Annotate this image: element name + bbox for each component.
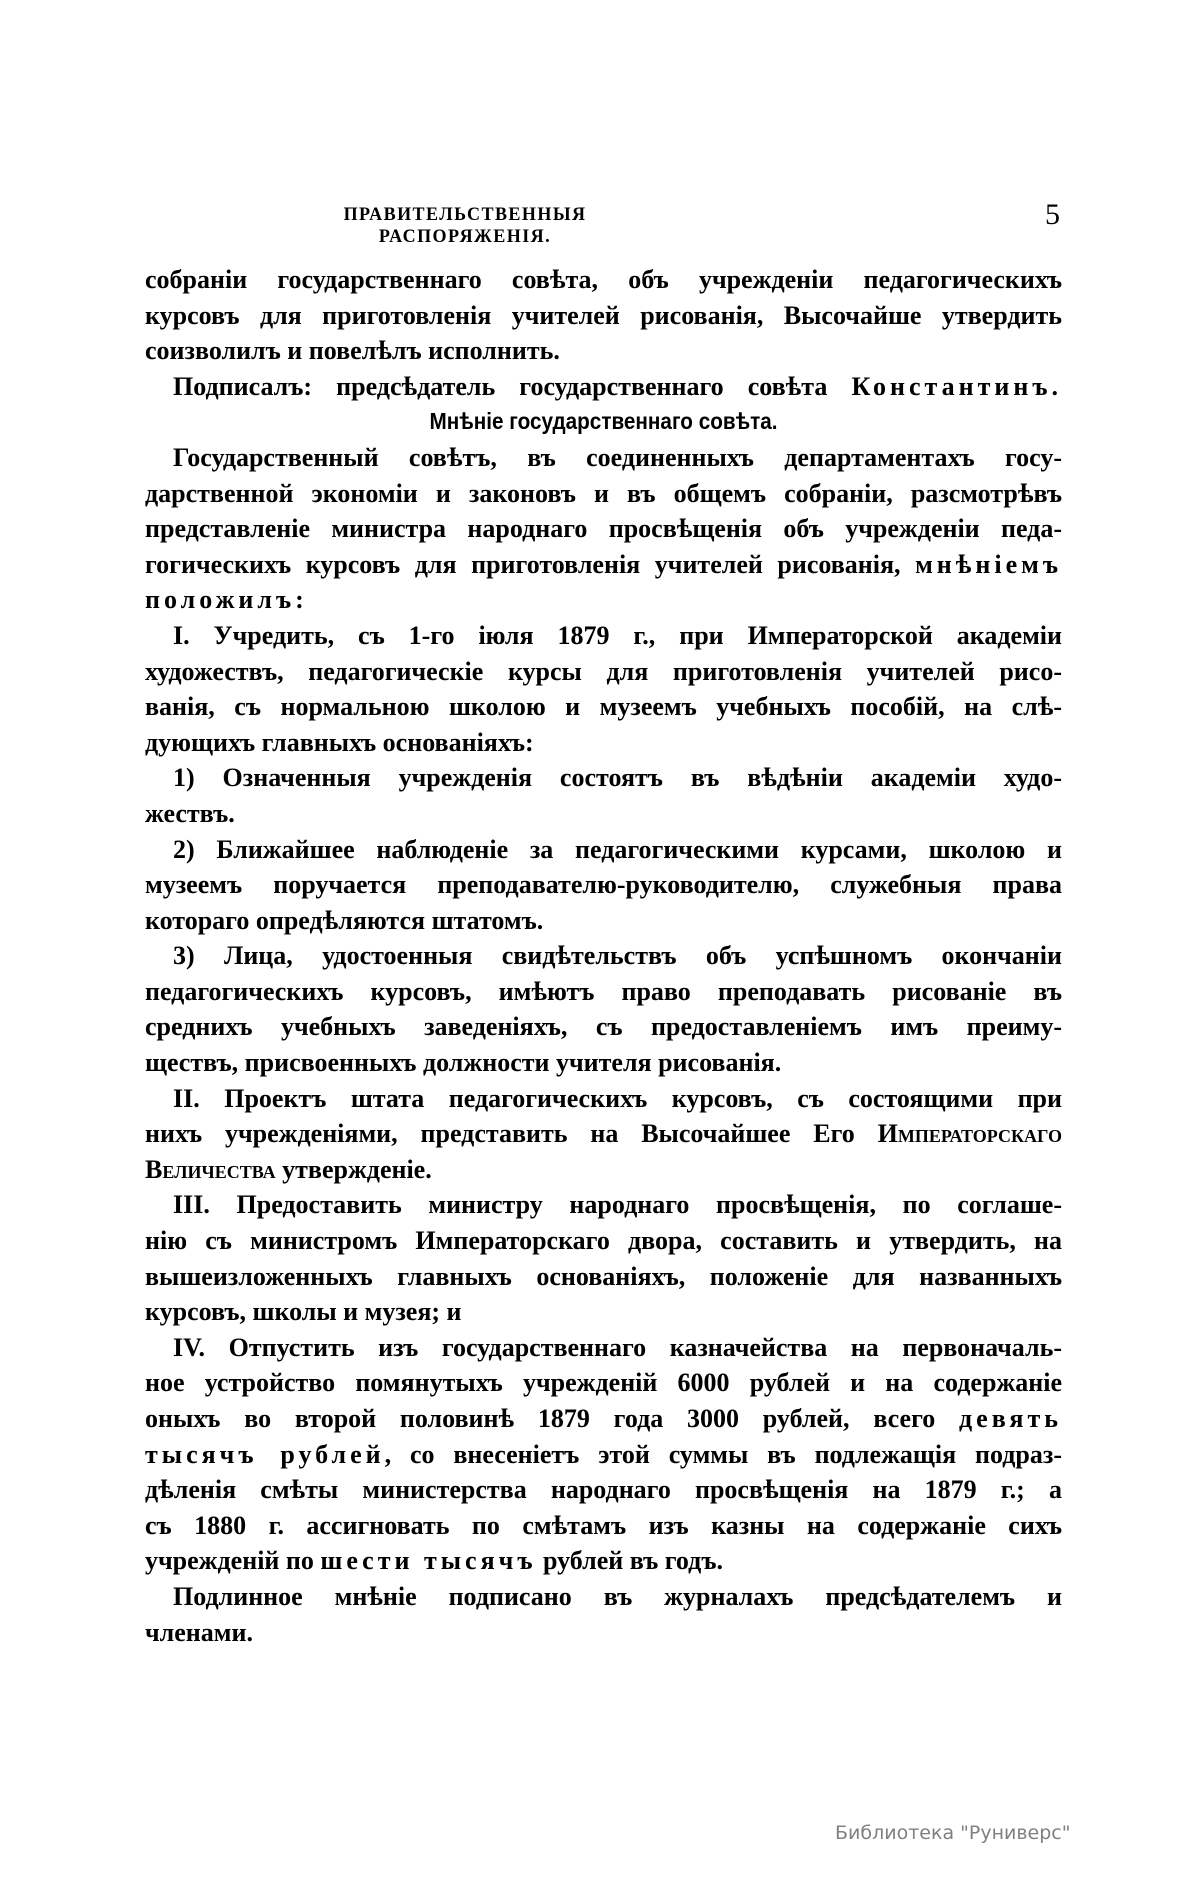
spaced-text: Константинъ. bbox=[851, 371, 1062, 401]
text-segment: III. Предоставить министру народнаго просвѣщенiя, по соглаше- bbox=[173, 1190, 1062, 1220]
text-line bbox=[145, 867, 1062, 903]
text-line bbox=[145, 1365, 1062, 1401]
text-segment: дѣленiя смѣты министерства народнаго просвѣщенiя на 1879 г.; а bbox=[145, 1475, 1062, 1505]
document-body bbox=[145, 262, 1062, 1650]
text-line bbox=[145, 1187, 1062, 1223]
spaced-text: тысячъ рублей bbox=[145, 1439, 385, 1469]
text-segment: дарственной экономiи и законовъ и въ общемъ собранiи, разсмотрѣвъ bbox=[145, 478, 1062, 508]
text-line bbox=[145, 1579, 1062, 1615]
paragraph bbox=[145, 369, 1062, 405]
text-segment: ванiя, съ нормальною школою и музеемъ учебныхъ пособiй, на слѣ- bbox=[145, 692, 1062, 722]
text-line bbox=[145, 1294, 1062, 1330]
paragraph bbox=[145, 440, 1062, 618]
text-segment: нiю съ министромъ Императорскаго двора, составить и утвердить, на bbox=[145, 1226, 1062, 1256]
running-title: ПРАВИТЕЛЬСТВЕННЫЯ РАСПОРЯЖЕНIЯ. bbox=[343, 204, 587, 247]
text-line bbox=[145, 440, 1062, 476]
library-watermark: Библиотека "Руниверс" bbox=[835, 1822, 1071, 1844]
text-segment: котораго опредѣляются штатомъ. bbox=[145, 905, 544, 935]
small-caps-text: Императорскаго bbox=[877, 1119, 1062, 1149]
text-line bbox=[145, 1009, 1062, 1045]
text-segment: 1) Означенныя учрежденiя состоятъ въ вѣдѣнiи академiи худо- bbox=[173, 763, 1062, 793]
text-segment: соизволилъ и повелѣлъ исполнить. bbox=[145, 336, 560, 366]
text-segment: Мнѣнiе государственнаго совѣта. bbox=[429, 408, 778, 435]
text-segment: утвержденiе. bbox=[275, 1154, 432, 1184]
text-line bbox=[145, 689, 1062, 725]
text-segment: вышеизложенныхъ главныхъ основанiяхъ, положенiе для названныхъ bbox=[145, 1261, 1062, 1291]
paragraph bbox=[145, 618, 1062, 760]
text-segment: IV. Отпустить изъ государственнаго казначейства на первоначаль- bbox=[173, 1332, 1062, 1362]
paragraph bbox=[145, 1187, 1062, 1329]
text-line bbox=[145, 1472, 1062, 1508]
text-line bbox=[145, 796, 1062, 832]
text-segment: дующихъ главныхъ основанiяхъ: bbox=[145, 727, 534, 757]
text-segment: жествъ. bbox=[145, 798, 235, 828]
text-segment: оныхъ во второй половинѣ 1879 года 3000 рублей, всего bbox=[145, 1404, 960, 1433]
text-line bbox=[145, 1223, 1062, 1259]
text-segment: съ 1880 г. ассигновать по смѣтамъ изъ казны на содержанiе сихъ bbox=[145, 1510, 1062, 1540]
paragraph bbox=[145, 1330, 1062, 1579]
text-segment: среднихъ учебныхъ заведенiяхъ, съ предоставленiемъ имъ преиму- bbox=[145, 1012, 1062, 1042]
text-line bbox=[145, 725, 1062, 761]
text-segment: Подлинное мнѣнiе подписано въ журналахъ предсѣдателемъ и bbox=[173, 1581, 1062, 1611]
text-line bbox=[145, 832, 1062, 868]
text-line bbox=[145, 1508, 1062, 1544]
text-line bbox=[145, 1615, 1062, 1651]
text-line bbox=[145, 1081, 1062, 1117]
page-number: 5 bbox=[1045, 198, 1060, 231]
text-line bbox=[145, 369, 1062, 405]
text-line bbox=[191, 404, 1016, 440]
text-line bbox=[145, 1437, 1062, 1473]
text-line bbox=[145, 938, 1062, 974]
text-line bbox=[145, 1401, 1062, 1437]
text-line bbox=[145, 1543, 1062, 1579]
paragraph bbox=[145, 832, 1062, 939]
text-segment: рублей въ годъ. bbox=[536, 1546, 723, 1576]
text-segment: 2) Ближайшее наблюденiе за педагогическими курсами, школою и bbox=[173, 834, 1062, 864]
text-line bbox=[145, 333, 1062, 369]
text-line bbox=[145, 1045, 1062, 1081]
spaced-text: мнѣнiемъ bbox=[915, 549, 1062, 579]
paragraph bbox=[145, 1081, 1062, 1188]
text-segment: педагогическихъ курсовъ, имѣютъ право преподавать рисованiе въ bbox=[145, 976, 1062, 1006]
text-line bbox=[145, 582, 1062, 618]
paragraph bbox=[145, 1579, 1062, 1650]
text-segment: , со внесенiетъ этой суммы въ подлежащiя подраз- bbox=[384, 1439, 1062, 1469]
text-segment: членами. bbox=[145, 1617, 253, 1647]
small-caps-text: Величества bbox=[145, 1154, 276, 1184]
text-line bbox=[145, 476, 1062, 512]
spaced-text: девять bbox=[959, 1404, 1062, 1433]
text-segment: собранiи государственнаго совѣта, объ учрежденiи педагогическихъ bbox=[145, 265, 1062, 294]
text-line bbox=[145, 1259, 1062, 1295]
paragraph bbox=[145, 760, 1062, 831]
paragraph bbox=[145, 938, 1062, 1080]
text-line bbox=[145, 298, 1062, 334]
text-segment: ное устройство помянутыхъ учрежденiй 6000 рублей и на содержанiе bbox=[145, 1368, 1062, 1398]
text-line bbox=[145, 654, 1062, 690]
text-segment: 3) Лица, удостоенныя свидѣтельствъ объ успѣшномъ окончанiи bbox=[173, 941, 1062, 971]
text-line bbox=[145, 618, 1062, 654]
text-line bbox=[145, 1116, 1062, 1152]
text-line bbox=[145, 974, 1062, 1010]
section-heading bbox=[145, 404, 1062, 440]
text-segment: Подписалъ: предсѣдатель государственнаго совѣта bbox=[173, 371, 852, 401]
text-segment: художествъ, педагогическiе курсы для приготовленiя учителей рисо- bbox=[145, 656, 1062, 686]
paragraph bbox=[145, 262, 1062, 369]
text-segment: гогическихъ курсовъ для приготовленiя учителей рисованiя, bbox=[145, 549, 916, 579]
text-line bbox=[145, 1152, 1062, 1188]
text-segment: представленiе министра народнаго просвѣщенiя объ учрежденiи педа- bbox=[145, 514, 1062, 544]
spaced-text: положилъ: bbox=[145, 585, 308, 615]
text-line bbox=[145, 903, 1062, 939]
text-line bbox=[145, 547, 1062, 583]
running-head bbox=[145, 198, 1062, 247]
text-line bbox=[145, 1330, 1062, 1366]
text-segment: II. Проектъ штата педагогическихъ курсовъ, съ состоящими при bbox=[173, 1083, 1062, 1113]
text-line bbox=[145, 760, 1062, 796]
text-segment: курсовъ, школы и музея; и bbox=[145, 1297, 462, 1327]
text-line bbox=[145, 262, 1062, 298]
text-segment: учрежденiй по bbox=[145, 1546, 321, 1576]
text-segment: нихъ учрежденiями, представить на Высочайшее Его bbox=[145, 1119, 878, 1149]
text-segment: музеемъ поручается преподавателю-руководителю, служебныя права bbox=[145, 870, 1062, 900]
text-segment: I. Учредить, съ 1-го iюля 1879 г., при Императорской академiи bbox=[173, 620, 1062, 650]
text-segment: ществъ, присвоенныхъ должности учителя рисованiя. bbox=[145, 1048, 782, 1078]
spaced-text: шести тысячъ bbox=[320, 1546, 537, 1576]
text-segment: Государственный совѣтъ, въ соединенныхъ департаментахъ госу- bbox=[173, 442, 1062, 472]
text-segment: курсовъ для приготовленiя учителей рисованiя, Высочайше утвердить bbox=[145, 300, 1062, 330]
text-line bbox=[145, 511, 1062, 547]
